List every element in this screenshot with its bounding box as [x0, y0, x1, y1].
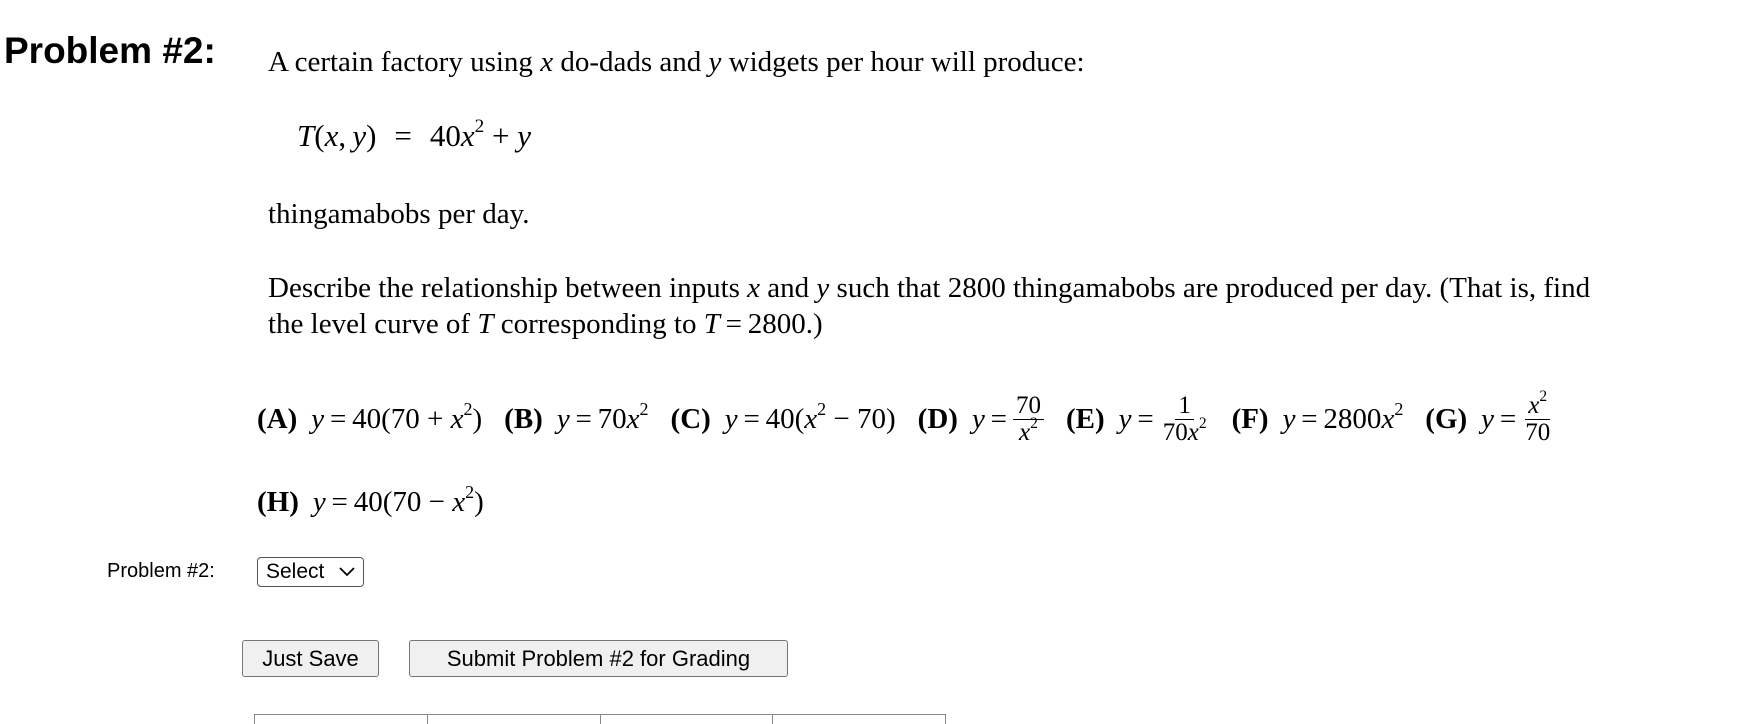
per-day-text: thingamabobs per day. — [268, 198, 530, 230]
choice-f-expr: $y = 2800x^2$ — [1282, 398, 1404, 435]
chevron-down-icon — [339, 567, 355, 577]
table-cell — [254, 714, 427, 724]
choice-f — [1231, 398, 1404, 436]
answer-select[interactable] — [257, 557, 364, 587]
choice-b-expr: $y = 70x^2$ — [556, 398, 649, 435]
choice-g — [1425, 388, 1553, 446]
table-cell — [772, 714, 946, 724]
choice-g-expr: y = — [1481, 403, 1517, 435]
choice-e — [1066, 393, 1210, 446]
problem-title: Problem #2: — [4, 30, 216, 71]
choice-b — [504, 398, 649, 436]
table-cell — [427, 714, 600, 724]
choice-h-label: (H) — [257, 486, 299, 518]
choice-b-label: (B) — [504, 403, 543, 435]
choice-a — [257, 398, 483, 436]
submit-for-grading-button[interactable]: Submit Problem #2 for Grading — [409, 640, 788, 677]
choice-h-expr: $y = 40(70 - x^2)$ — [312, 481, 484, 518]
answer-label: Problem #2: — [107, 560, 215, 582]
choice-g-label: (G) — [1425, 403, 1468, 435]
choice-f-label: (F) — [1231, 403, 1269, 435]
choice-c-label: (C) — [670, 403, 711, 435]
table-cell — [600, 714, 773, 724]
choice-e-label: (E) — [1065, 403, 1105, 435]
choice-c-expr: $y = 40(x^2 - 70)$ — [724, 398, 896, 435]
choice-a-expr: $y = 40(70 + x^2)$ — [311, 398, 483, 435]
choice-d — [918, 393, 1044, 446]
choice-d-label: (D) — [917, 403, 958, 435]
choice-g-fraction: $\frac{x^2}{70}$ — [1525, 388, 1551, 446]
problem-description: Describe the relationship between inputs x and y such that 2800 thingamabobs are produced per day. (That is, find the level curve of T corresponding to T = 2800.) — [268, 272, 1591, 340]
answer-select-value: Select — [266, 560, 325, 583]
choice-h — [257, 481, 484, 519]
choice-a-label: (A) — [257, 403, 298, 435]
choice-d-fraction: $\frac{70}{x^2}$ — [1013, 393, 1044, 446]
choice-d-expr: y = — [971, 403, 1007, 435]
choice-e-expr: y = — [1118, 403, 1154, 435]
production-formula: T(x, $y) = 40x^2 + y$ — [297, 115, 532, 153]
choice-e-fraction: $\frac{1}{70x^2}$ — [1162, 392, 1207, 446]
just-save-button[interactable]: Just Save — [242, 640, 379, 677]
attempts-table — [254, 714, 946, 724]
answer-choices — [257, 388, 1575, 446]
problem-intro: A certain factory using x do-dads and y widgets per hour will produce: — [268, 46, 1085, 78]
choice-c — [670, 398, 896, 436]
